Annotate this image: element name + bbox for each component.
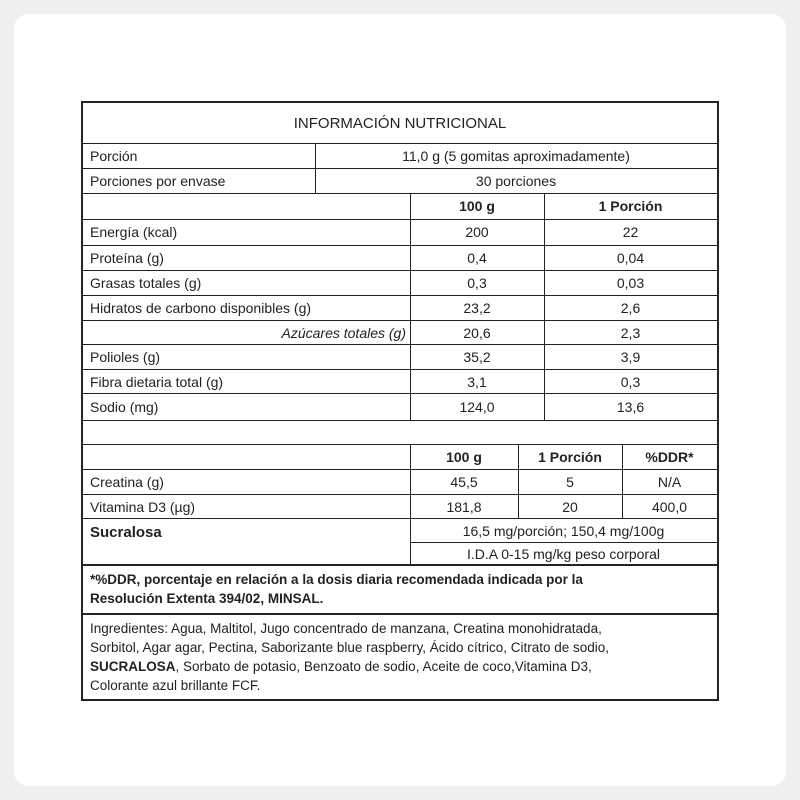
ddr-note-line-1: *%DDR, porcentaje en relación a la dosis diaria recomendada indicada por la [90, 572, 583, 587]
sweetener-label: Sucralosa [90, 523, 162, 541]
value-per-serving: 0,04 [616, 250, 645, 266]
ingredients-line-1: Ingredientes: Agua, Maltitol, Jugo concentrado de manzana, Creatina monohidratada, [90, 621, 602, 636]
nutrient-label-vitamin-d3: Vitamina D3 (µg) [90, 499, 196, 515]
nutrient-label-protein: Proteína (g) [90, 250, 164, 266]
divider [544, 193, 545, 420]
nutrient-label-sodium: Sodio (mg) [90, 399, 159, 415]
value-per-100g: 3,1 [467, 374, 487, 390]
servings-per-container-label: Porciones por envase [90, 173, 226, 189]
value-per-100g: 0,4 [467, 250, 487, 266]
value-per-100g: 45,5 [450, 474, 478, 490]
value-per-serving: 22 [622, 224, 639, 240]
nutrition-facts-table [81, 101, 719, 701]
column-header-ddr: %DDR* [645, 449, 694, 465]
value-ddr: 400,0 [651, 499, 688, 515]
nutrient-label-total-sugars: Azúcares totales (g) [281, 325, 406, 341]
table-title: INFORMACIÓN NUTRICIONAL [293, 114, 507, 132]
value-per-serving: 0,3 [620, 374, 641, 390]
ddr-note-line-2: Resolución Extenta 394/02, MINSAL. [90, 591, 324, 606]
nutrient-label-polyols: Polioles (g) [90, 349, 161, 365]
value-per-serving: 0,03 [616, 275, 645, 291]
value-per-100g: 181,8 [446, 499, 482, 515]
serving-value: 11,0 g (5 gomitas aproximadamente) [402, 148, 630, 164]
nutrient-label-carbohydrates: Hidratos de carbono disponibles (g) [90, 300, 312, 316]
divider [83, 613, 717, 615]
value-per-100g: 23,2 [463, 300, 491, 316]
divider [83, 564, 717, 566]
value-ddr: N/A [657, 474, 682, 490]
column-header-per-100g: 100 g [459, 198, 495, 214]
nutrient-label-total-fat: Grasas totales (g) [90, 275, 202, 291]
servings-per-container-value: 30 porciones [475, 173, 557, 189]
value-per-100g: 20,6 [463, 325, 491, 341]
serving-label: Porción [90, 148, 138, 164]
divider [622, 444, 623, 518]
nutrient-label-creatine: Creatina (g) [90, 474, 164, 490]
value-per-serving: 5 [566, 474, 574, 490]
column-header-per-serving: 1 Porción [538, 449, 602, 465]
value-per-100g: 200 [465, 224, 489, 240]
ingredients-line-3 [90, 658, 592, 676]
ingredient-sucralose-bold: SUCRALOSA [90, 659, 176, 674]
ingredients-line-3-rest: , Sorbato de potasio, Benzoato de sodio, Aceite de coco,Vitamina D3, [175, 659, 592, 674]
value-per-serving: 2,3 [620, 325, 641, 341]
column-header-per-serving: 1 Porción [598, 198, 663, 214]
nutrient-label-energy: Energía (kcal) [90, 224, 178, 240]
value-per-100g: 35,2 [463, 349, 491, 365]
column-header-per-100g: 100 g [446, 449, 482, 465]
nutrient-label-dietary-fiber: Fibra dietaria total (g) [90, 374, 224, 390]
value-per-serving: 3,9 [620, 349, 641, 365]
divider [410, 193, 411, 420]
value-per-100g: 0,3 [467, 275, 487, 291]
ingredients-line-4: Colorante azul brillante FCF. [90, 678, 261, 693]
sweetener-adi: I.D.A 0-15 mg/kg peso corporal [467, 546, 660, 562]
value-per-100g: 124,0 [459, 399, 495, 415]
divider [518, 444, 519, 518]
sweetener-amount: 16,5 mg/porción; 150,4 mg/100g [462, 523, 665, 539]
divider [315, 143, 316, 193]
divider [83, 420, 717, 421]
ingredients-line-2: Sorbitol, Agar agar, Pectina, Saborizante blue raspberry, Ácido cítrico, Citrato de sodio, [90, 640, 610, 655]
value-per-serving: 20 [562, 499, 578, 515]
value-per-serving: 13,6 [616, 399, 645, 415]
value-per-serving: 2,6 [620, 300, 641, 316]
